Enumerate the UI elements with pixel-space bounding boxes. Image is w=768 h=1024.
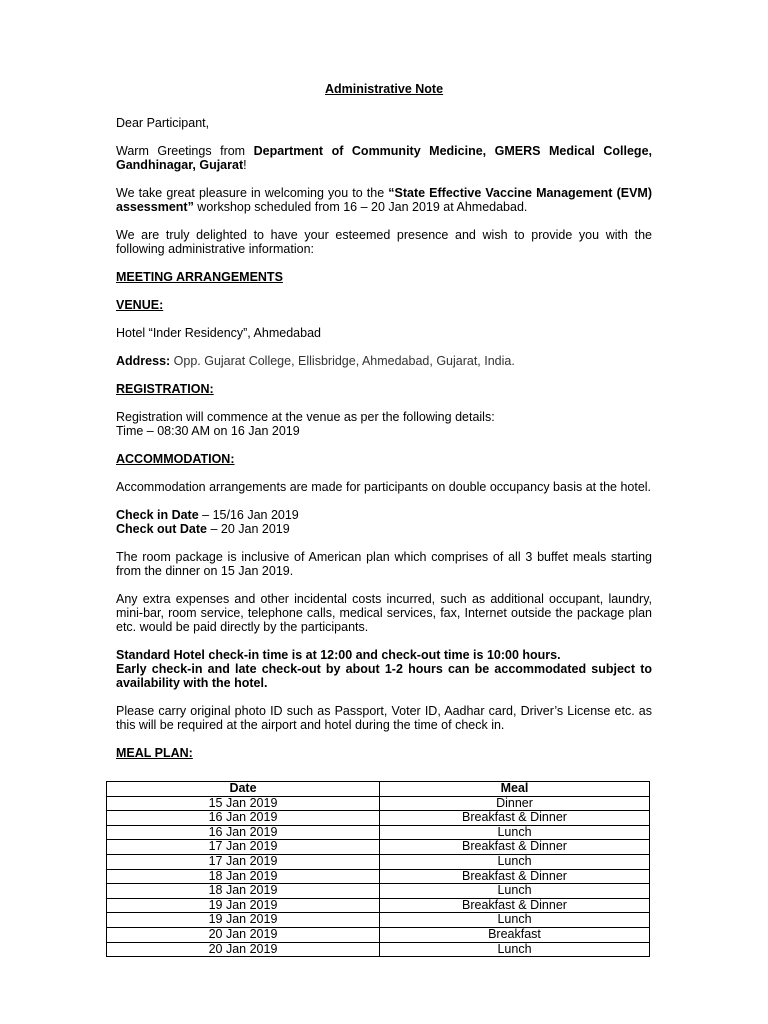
meal-date: 17 Jan 2019	[107, 854, 380, 869]
registration-line-2: Time – 08:30 AM on 16 Jan 2019	[116, 424, 300, 438]
checkout-label: Check out Date	[116, 522, 207, 536]
meal-date: 16 Jan 2019	[107, 825, 380, 840]
greeting-org: Department of Community Medicine, GMERS Medical College, Gandhinagar, Gujarat	[116, 144, 652, 172]
meal-date: 18 Jan 2019	[107, 869, 380, 884]
table-row	[107, 796, 650, 811]
meeting-heading: MEETING ARRANGEMENTS	[116, 270, 283, 284]
venue-heading: VENUE:	[116, 298, 164, 312]
address-label: Address:	[116, 354, 171, 368]
greeting-prefix: Warm Greetings from	[116, 144, 254, 158]
extras-paragraph: Any extra expenses and other incidental costs incurred, such as additional occupant, laundry, mini-bar, room service, telephone calls, medical services, fax, Internet outside the package plan etc. would be paid directly by the participants.	[116, 592, 652, 634]
table-row	[107, 811, 650, 826]
meal-date: 19 Jan 2019	[107, 913, 380, 928]
meal-date: 16 Jan 2019	[107, 811, 380, 826]
welcome-prefix: We take great pleasure in welcoming you to the	[116, 186, 389, 200]
meal-type: Lunch	[380, 913, 650, 928]
table-row	[107, 942, 650, 957]
greeting-paragraph	[116, 144, 652, 172]
table-row	[107, 825, 650, 840]
meal-type: Breakfast & Dinner	[380, 869, 650, 884]
meal-date: 20 Jan 2019	[107, 927, 380, 942]
table-row	[107, 927, 650, 942]
meal-date: 17 Jan 2019	[107, 840, 380, 855]
registration-heading: REGISTRATION:	[116, 382, 214, 396]
early-checkin-text: Early check-in and late check-out by about 1-2 hours can be accommodated subject to availability with the hotel.	[116, 662, 652, 690]
meal-type: Breakfast & Dinner	[380, 898, 650, 913]
table-row	[107, 884, 650, 899]
meal-type: Breakfast & Dinner	[380, 811, 650, 826]
meal-plan-table	[106, 781, 650, 957]
meal-type: Breakfast	[380, 927, 650, 942]
meal-table-header	[107, 782, 650, 797]
accommodation-heading: ACCOMMODATION:	[116, 452, 235, 466]
standard-times	[116, 648, 652, 662]
table-row	[107, 854, 650, 869]
checkout-line	[116, 522, 652, 536]
checkin-value: – 15/16 Jan 2019	[198, 508, 299, 522]
standard-times-text: Standard Hotel check-in time is at 12:00 and check-out time is 10:00 hours.	[116, 648, 561, 662]
document-body	[116, 82, 652, 760]
address-value: Opp. Gujarat College, Ellisbridge, Ahmedabad, Gujarat, India.	[170, 354, 515, 368]
meal-date: 20 Jan 2019	[107, 942, 380, 957]
venue-hotel: Hotel “Inder Residency”, Ahmedabad	[116, 326, 321, 340]
checkin-label: Check in Date	[116, 508, 199, 522]
table-row	[107, 869, 650, 884]
meal-type: Lunch	[380, 884, 650, 899]
checkin-line	[116, 508, 652, 522]
salutation: Dear Participant,	[116, 116, 210, 130]
welcome-paragraph	[116, 186, 652, 214]
meal-type: Lunch	[380, 942, 650, 957]
checkout-value: – 20 Jan 2019	[207, 522, 290, 536]
accommodation-intro: Accommodation arrangements are made for participants on double occupancy basis at the hotel.	[116, 480, 652, 494]
meal-type: Lunch	[380, 825, 650, 840]
welcome-event: “State Effective Vaccine Management (EVM) assessment”	[116, 186, 652, 214]
table-row	[107, 898, 650, 913]
meal-date: 19 Jan 2019	[107, 898, 380, 913]
meal-date: 15 Jan 2019	[107, 796, 380, 811]
greeting-suffix: !	[243, 158, 247, 172]
meal-type: Breakfast & Dinner	[380, 840, 650, 855]
column-header-date: Date	[107, 782, 380, 797]
intro-paragraph: We are truly delighted to have your esteemed presence and wish to provide you with the following administrative information:	[116, 228, 652, 256]
package-paragraph: The room package is inclusive of American plan which comprises of all 3 buffet meals starting from the dinner on 15 Jan 2019.	[116, 550, 652, 578]
table-row	[107, 840, 650, 855]
photo-id-paragraph: Please carry original photo ID such as Passport, Voter ID, Aadhar card, Driver’s License etc. as this will be required at the airport and hotel during the time of check in.	[116, 704, 652, 732]
venue-address	[116, 354, 652, 368]
registration-line-1: Registration will commence at the venue as per the following details:	[116, 410, 495, 424]
column-header-meal: Meal	[380, 782, 650, 797]
meal-plan-heading: MEAL PLAN:	[116, 746, 193, 760]
document-title: Administrative Note	[324, 82, 444, 96]
meal-date: 18 Jan 2019	[107, 884, 380, 899]
meal-type: Lunch	[380, 854, 650, 869]
welcome-suffix: workshop scheduled from 16 – 20 Jan 2019 at Ahmedabad.	[193, 200, 528, 214]
early-checkin	[116, 662, 652, 690]
meal-type: Dinner	[380, 796, 650, 811]
table-row	[107, 913, 650, 928]
